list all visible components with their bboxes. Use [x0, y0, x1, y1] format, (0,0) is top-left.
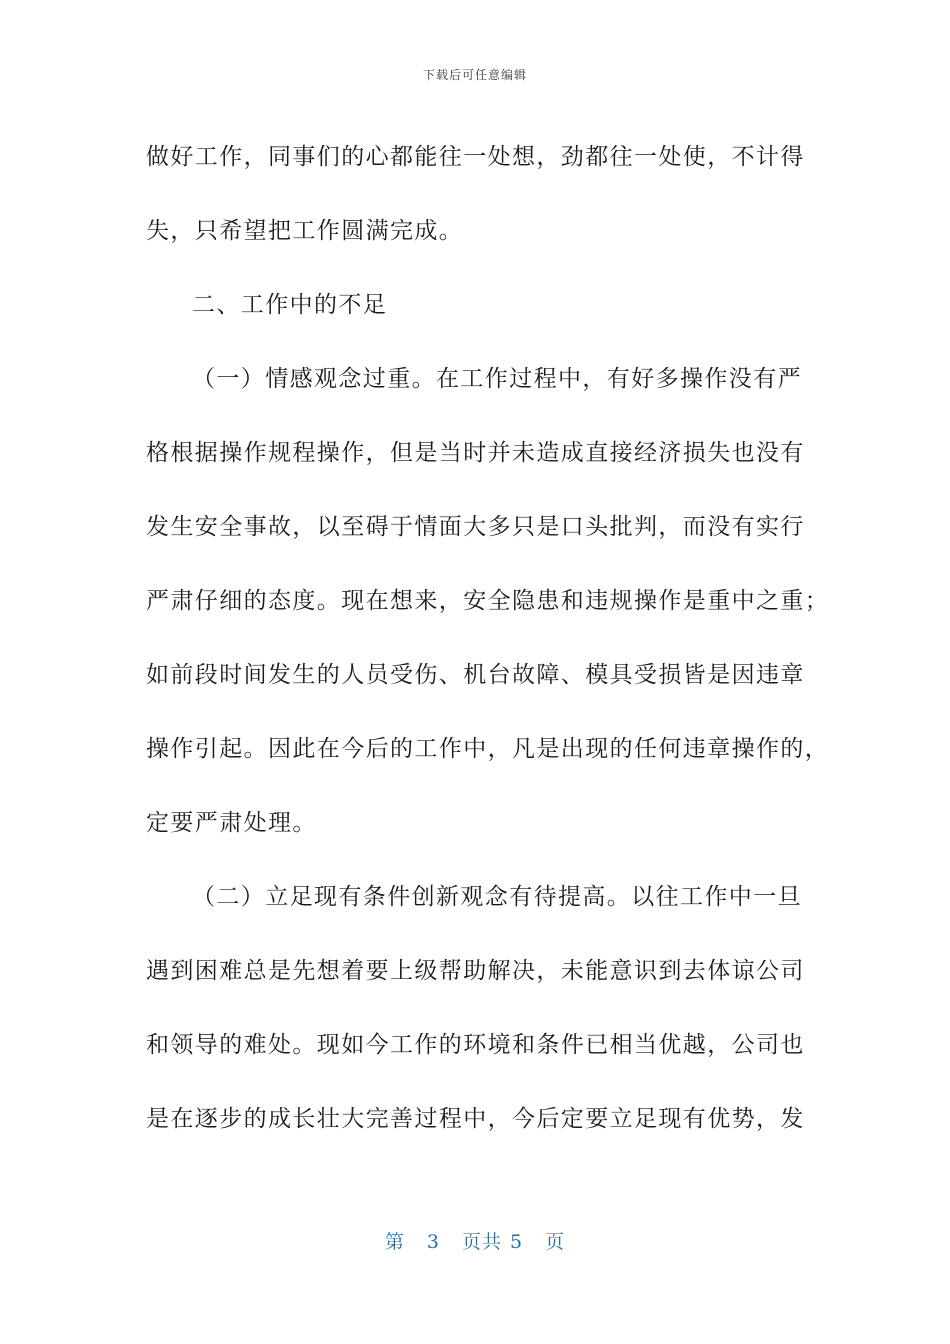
- body-line: 严肃仔细的态度。现在想来，安全隐患和违规操作是重中之重；: [146, 588, 830, 614]
- total-pages-number: 5: [510, 1231, 524, 1253]
- page-header-note: 下载后可任意编辑: [422, 68, 527, 82]
- section-heading: 二、工作中的不足: [192, 292, 388, 318]
- document-body: [146, 120, 830, 1156]
- body-line: 是在逐步的成长壮大完善过程中，今后定要立足现有优势，发: [146, 1106, 805, 1132]
- body-line: 定要严肃处理。: [146, 810, 317, 836]
- body-line: （二）立足现有条件创新观念有待提高。以往工作中一旦: [192, 884, 802, 910]
- body-line: 发生安全事故，以至碍于情面大多只是口头批判，而没有实行: [146, 514, 805, 540]
- body-line: 如前段时间发生的人员受伤、机台故障、模具受损皆是因违章: [146, 662, 805, 688]
- body-line: 和领导的难处。现如今工作的环境和条件已相当优越，公司也: [146, 1032, 805, 1058]
- footer-mid: 页共: [461, 1231, 502, 1253]
- footer-prefix: 第: [384, 1231, 405, 1253]
- body-line: 格根据操作规程操作，但是当时并未造成直接经济损失也没有: [146, 440, 805, 466]
- body-line: （一）情感观念过重。在工作过程中，有好多操作没有严: [192, 366, 802, 392]
- current-page-number: 3: [426, 1231, 440, 1253]
- body-line: 操作引起。因此在今后的工作中，凡是出现的任何违章操作的，: [146, 736, 830, 762]
- page-footer: [0, 1227, 950, 1254]
- body-line: 做好工作，同事们的心都能往一处想，劲都往一处使，不计得: [146, 144, 805, 170]
- footer-suffix: 页: [545, 1231, 566, 1253]
- body-line: 遇到困难总是先想着要上级帮助解决，未能意识到去体谅公司: [146, 958, 805, 984]
- body-line: 失，只希望把工作圆满完成。: [146, 218, 464, 244]
